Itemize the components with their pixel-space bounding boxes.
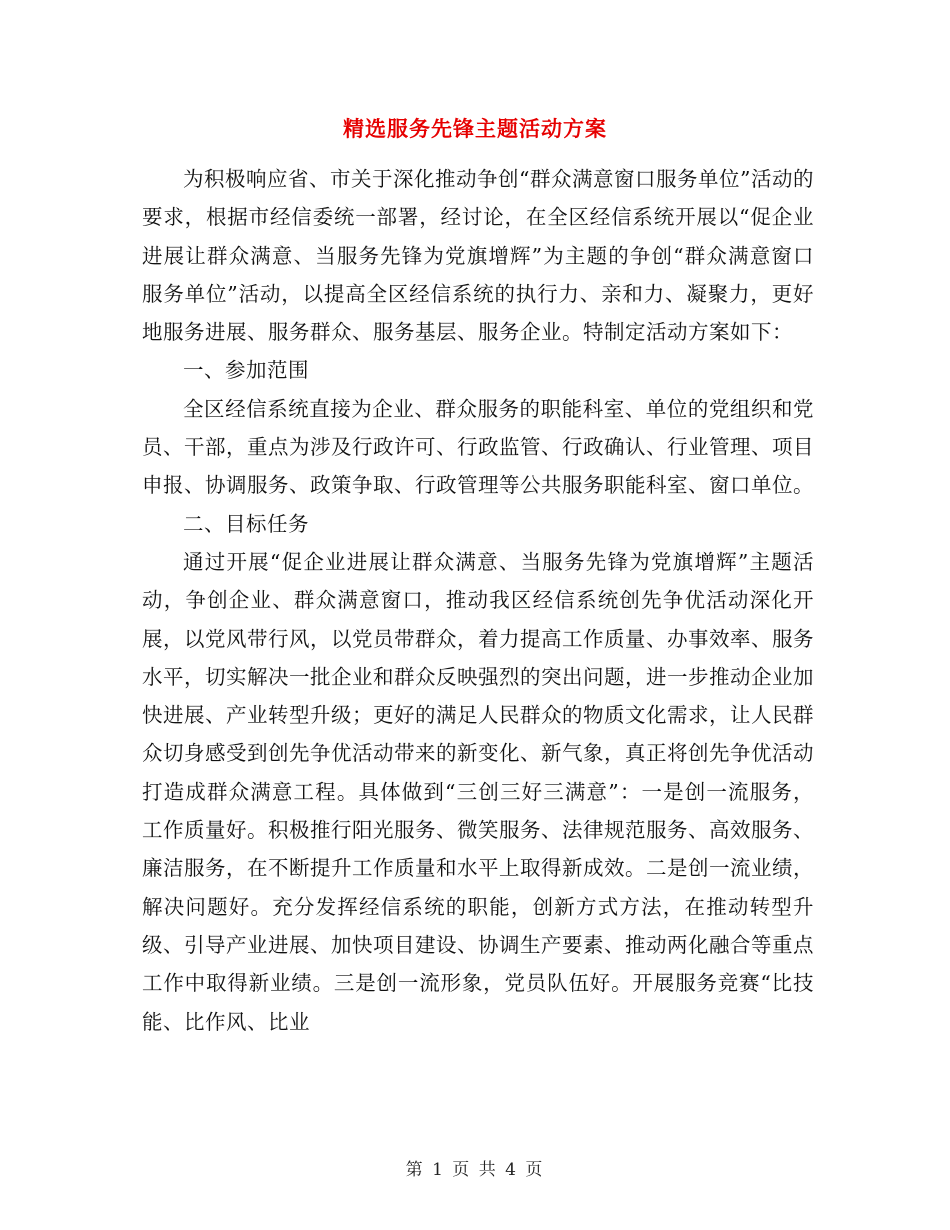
section-heading-goals: 二、目标任务 bbox=[183, 511, 309, 536]
scope-paragraph: 全区经信系统直接为企业、群众服务的职能科室、单位的党组织和党员、干部，重点为涉及行政许可、行政监管、行政确认、行业管理、项目申报、协调服务、政策争取、行政管理等公共服务职能科室、窗口单位。 bbox=[142, 396, 814, 498]
document-title: 精选服务先锋主题活动方案 bbox=[343, 116, 607, 141]
intro-paragraph: 为积极响应省、市关于深化推动争创“群众满意窗口服务单位”活动的要求，根据市经信委统一部署，经讨论，在全区经信系统开展以“促企业进展让群众满意、当服务先锋为党旗增辉”为主题的争创“群众满意窗口服务单位”活动，以提高全区经信系统的执行力、亲和力、凝聚力，更好地服务进展、服务群众、服务基层、服务企业。特制定活动方案如下： bbox=[142, 167, 814, 345]
goals-paragraph: 通过开展“促企业进展让群众满意、当服务先锋为党旗增辉”主题活动，争创企业、群众满意窗口，推动我区经信系统创先争优活动深化开展，以党风带行风，以党员带群众，着力提高工作质量、办事效率、服务水平，切实解决一批企业和群众反映强烈的突出问题，进一步推动企业加快进展、产业转型升级；更好的满足人民群众的物质文化需求，让人民群众切身感受到创先争优活动带来的新变化、新气象，真正将创先争优活动打造成群众满意工程。具体做到“三创三好三满意”：一是创一流服务，工作质量好。积极推行阳光服务、微笑服务、法律规范服务、高效服务、廉洁服务，在不断提升工作质量和水平上取得新成效。二是创一流业绩，解决问题好。充分发挥经信系统的职能，创新方式方法，在推动转型升级、引导产业进展、加快项目建设、协调生产要素、推动两化融合等重点工作中取得新业绩。三是创一流形象，党员队伍好。开展服务竞赛“比技能、比作风、比业 bbox=[142, 549, 814, 1034]
document-body bbox=[142, 160, 814, 1041]
section-heading-scope: 一、参加范围 bbox=[183, 358, 309, 383]
page-number-footer: 第 1 页 共 4 页 bbox=[405, 1160, 545, 1180]
